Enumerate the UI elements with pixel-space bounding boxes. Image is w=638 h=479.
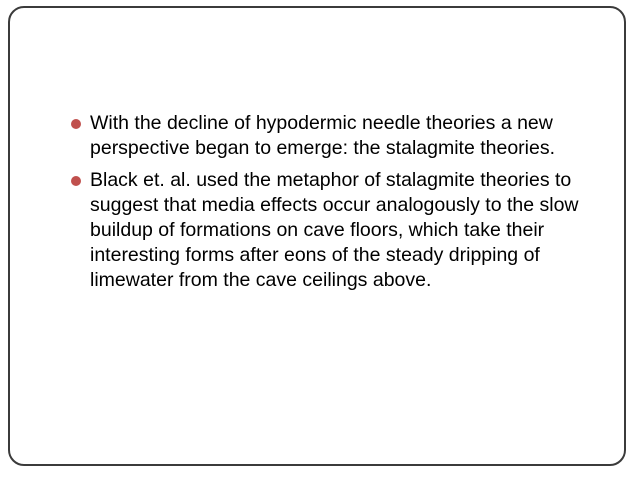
bullet-item-1 <box>68 111 598 161</box>
bullet-text-1: With the decline of hypodermic needle theories a new perspective began to emerge: the stalagmite theories. <box>90 112 556 159</box>
bullet-dot-icon <box>71 119 81 129</box>
bullet-dot-icon <box>71 176 81 186</box>
bullet-list <box>68 111 598 300</box>
bullet-text-2: Black et. al. used the metaphor of stalagmite theories to suggest that media effects occur analogously to the slow buildup of formations on cave floors, which take their interesting forms after eons of the steady dripping of limewater from the cave ceilings above. <box>90 169 579 291</box>
bullet-item-2 <box>68 168 598 293</box>
